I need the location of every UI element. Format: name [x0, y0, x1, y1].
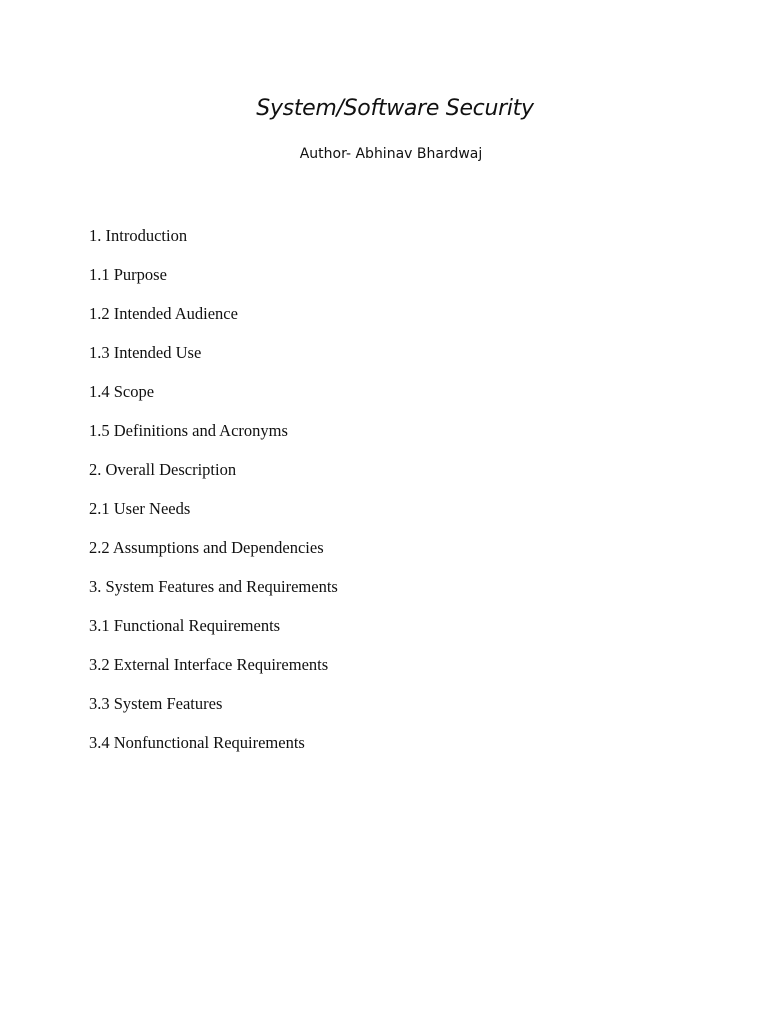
toc-item-1-1: 1.1 Purpose	[89, 265, 167, 284]
toc-item-1-3: 1.3 Intended Use	[89, 343, 202, 362]
toc-item-2: 2. Overall Description	[89, 460, 237, 479]
document-title: System/Software Security	[256, 96, 534, 121]
toc-item-2-1: 2.1 User Needs	[89, 499, 191, 518]
toc-item-3-1: 3.1 Functional Requirements	[89, 616, 281, 635]
toc-item-3-3: 3.3 System Features	[89, 694, 223, 713]
toc-item-2-2: 2.2 Assumptions and Dependencies	[89, 538, 324, 557]
toc-item-3-4: 3.4 Nonfunctional Requirements	[89, 733, 305, 752]
toc-item-1: 1. Introduction	[89, 226, 188, 245]
document-author: Author- Abhinav Bhardwaj	[299, 146, 483, 162]
toc-item-3: 3. System Features and Requirements	[89, 577, 338, 596]
toc-item-3-2: 3.2 External Interface Requirements	[89, 655, 329, 674]
toc-item-1-2: 1.2 Intended Audience	[89, 304, 238, 323]
table-of-contents	[89, 224, 338, 770]
toc-item-1-4: 1.4 Scope	[89, 382, 155, 401]
toc-item-1-5: 1.5 Definitions and Acronyms	[89, 421, 288, 440]
